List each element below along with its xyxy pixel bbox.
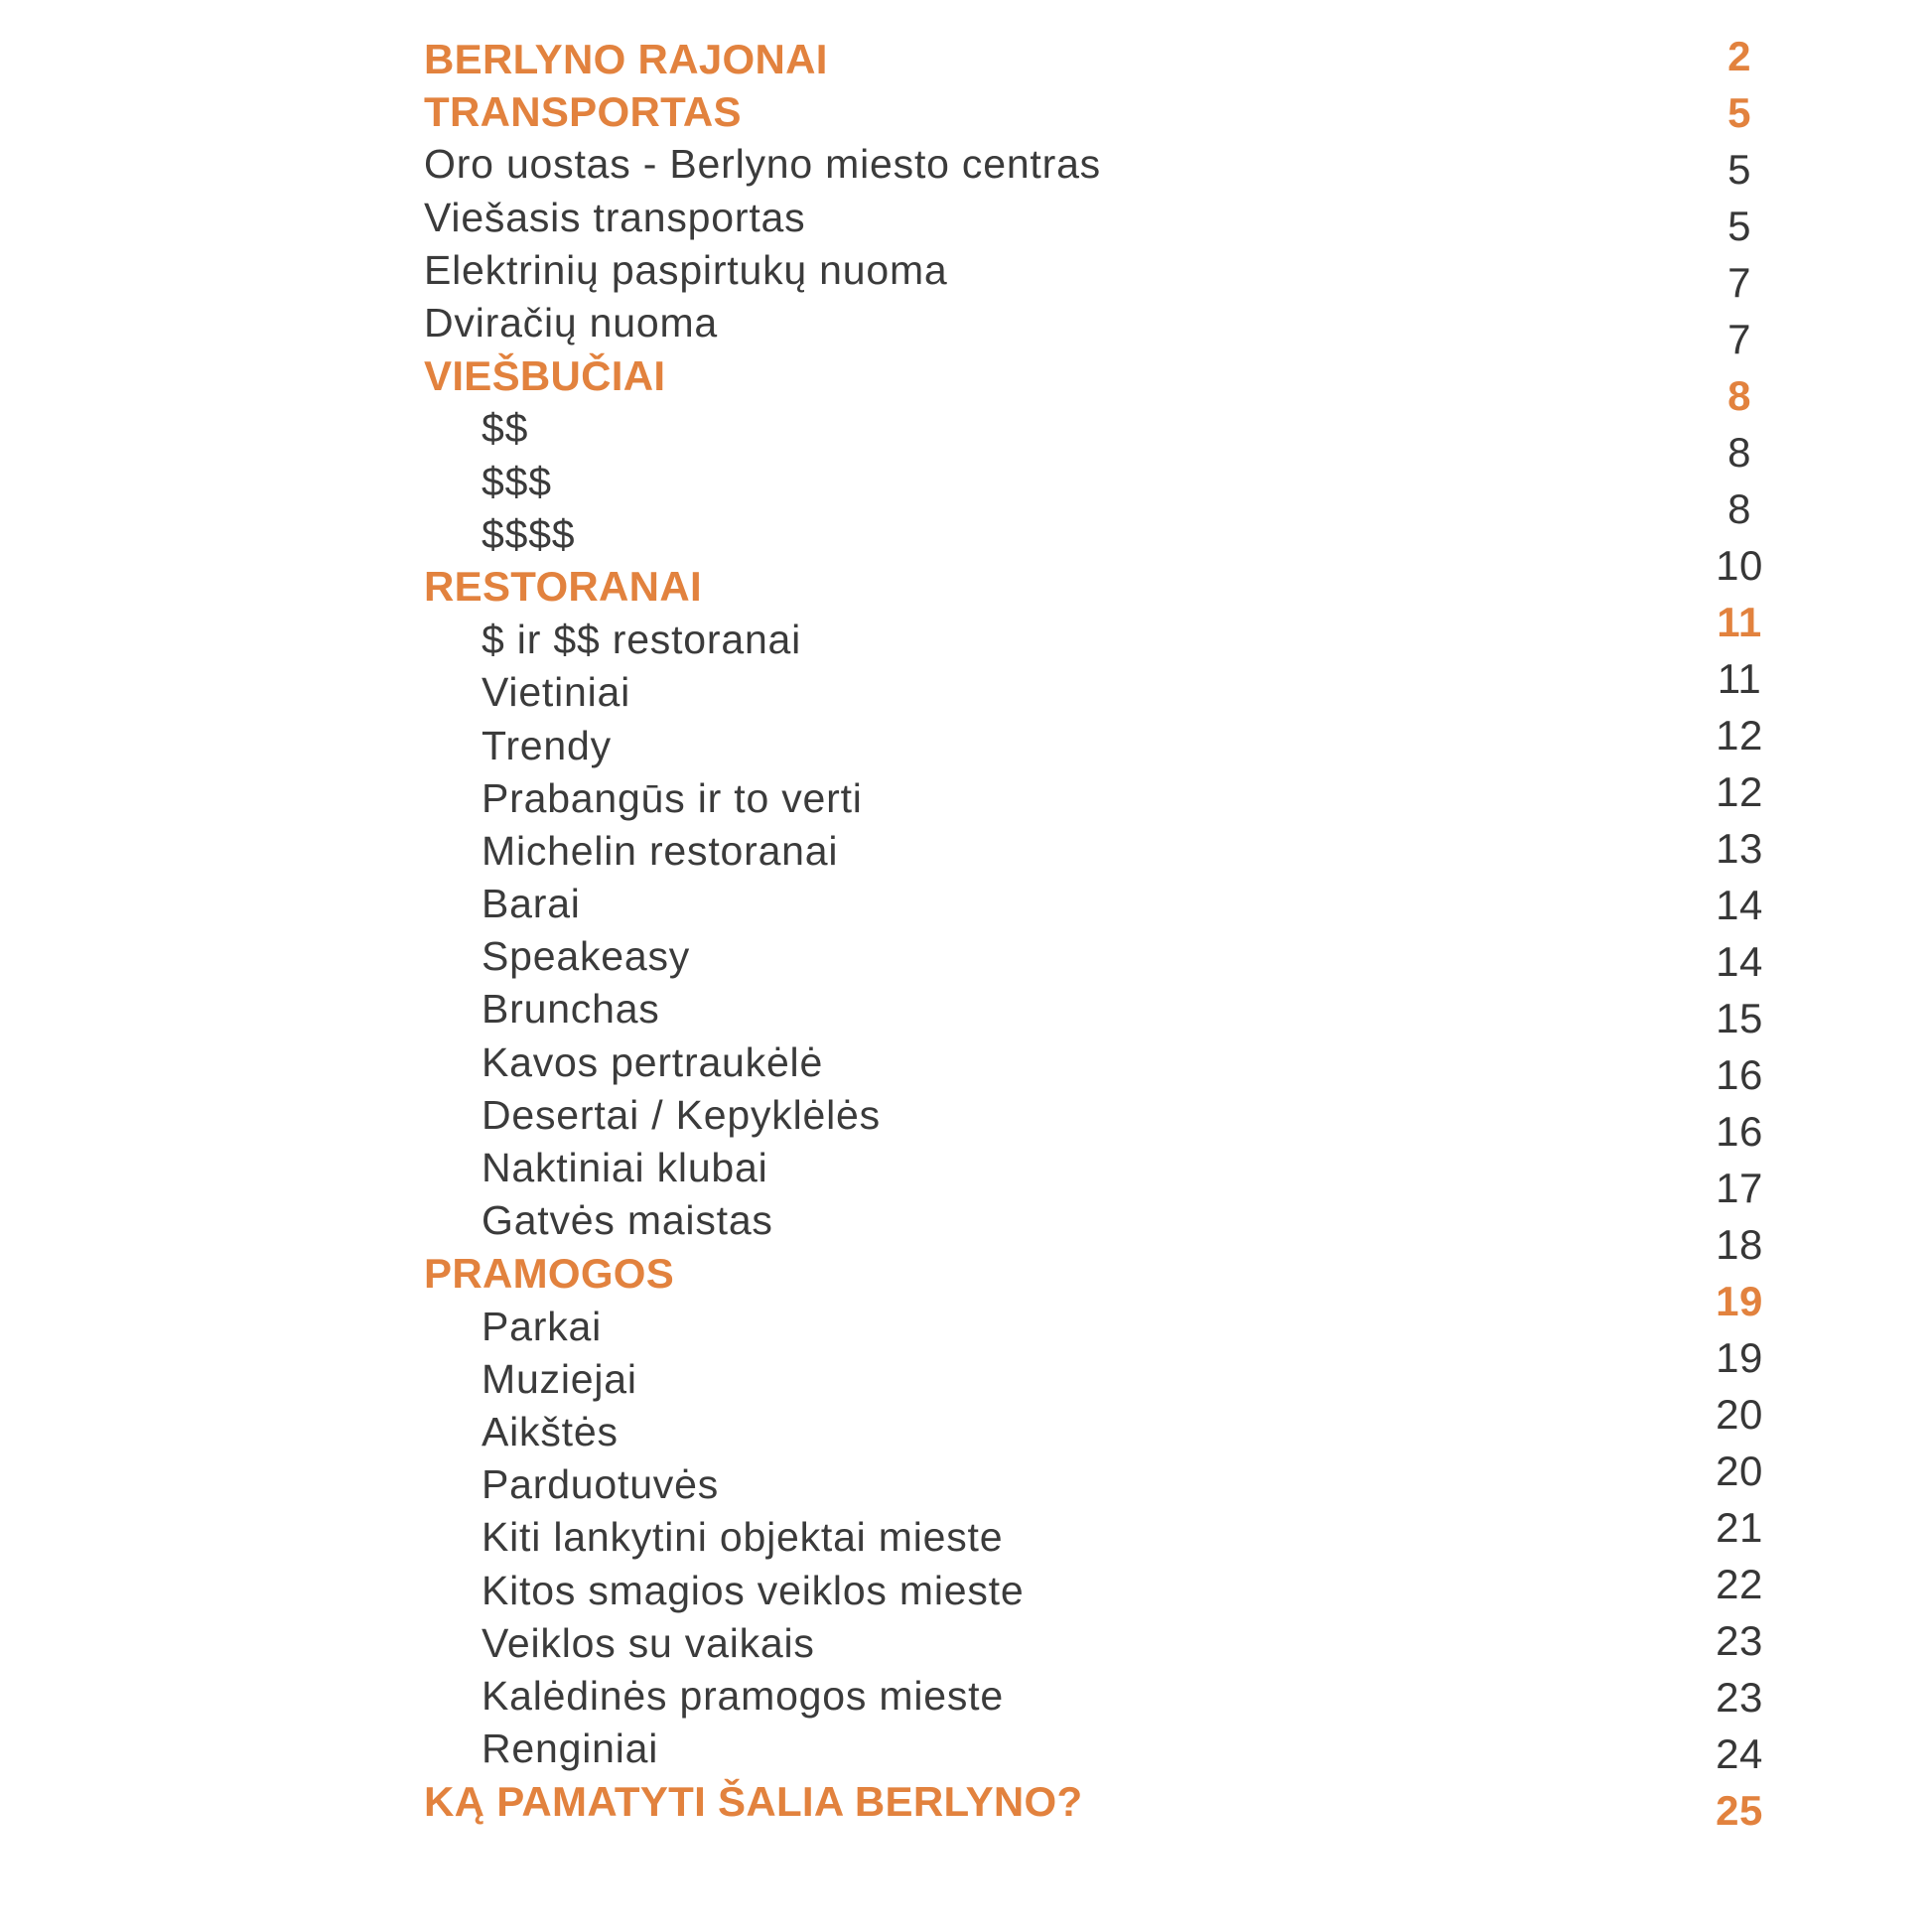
toc-page-number bbox=[1676, 1103, 1803, 1160]
toc-entry[interactable] bbox=[424, 930, 1101, 983]
toc-entry-label: $$ bbox=[482, 405, 529, 452]
toc-page-number-value: 5 bbox=[1727, 202, 1751, 249]
toc-page-number bbox=[1676, 877, 1803, 933]
toc-entry-label: Aikštės bbox=[482, 1408, 619, 1454]
toc-entry[interactable] bbox=[424, 33, 1101, 85]
toc-entry-label: Renginiai bbox=[482, 1725, 659, 1772]
toc-page-number-value: 14 bbox=[1716, 937, 1763, 985]
toc-page-number-value: 18 bbox=[1716, 1220, 1763, 1268]
toc-entry-label: Veiklos su vaikais bbox=[482, 1619, 815, 1666]
toc-entry[interactable] bbox=[424, 1301, 1101, 1353]
toc-page-number-value: 23 bbox=[1716, 1616, 1763, 1664]
toc-entry-label: Kalėdinės pramogos mieste bbox=[482, 1672, 1004, 1719]
toc-entry-label: BERLYNO RAJONAI bbox=[424, 35, 828, 82]
toc-page-number bbox=[1676, 763, 1803, 820]
toc-page-number-value: 15 bbox=[1716, 994, 1763, 1041]
toc-entry[interactable] bbox=[424, 983, 1101, 1035]
toc-page-number-value: 5 bbox=[1727, 88, 1751, 136]
toc-entry-label: Michelin restoranai bbox=[482, 827, 839, 874]
toc-page-number bbox=[1676, 1556, 1803, 1612]
toc-page-number bbox=[1676, 198, 1803, 254]
toc-page-number-value: 5 bbox=[1727, 145, 1751, 193]
toc-entry[interactable] bbox=[424, 825, 1101, 878]
toc-page-number-value: 25 bbox=[1716, 1786, 1763, 1834]
toc-page-number bbox=[1676, 1443, 1803, 1499]
toc-page-number bbox=[1676, 1725, 1803, 1782]
toc-page-number-value: 19 bbox=[1716, 1277, 1763, 1324]
toc-page-number bbox=[1676, 1329, 1803, 1386]
toc-entry-label: Brunchas bbox=[482, 986, 660, 1033]
toc-page-number bbox=[1676, 1669, 1803, 1725]
toc-page-number-value: 16 bbox=[1716, 1107, 1763, 1155]
toc-page-number bbox=[1676, 537, 1803, 594]
toc-entry[interactable] bbox=[424, 1406, 1101, 1458]
toc-entry[interactable] bbox=[424, 666, 1101, 719]
toc-entry-label: $$$$ bbox=[482, 510, 576, 557]
toc-page-number-value: 19 bbox=[1716, 1333, 1763, 1381]
toc-entry-label: Speakeasy bbox=[482, 933, 691, 980]
toc-page-number-value: 17 bbox=[1716, 1164, 1763, 1211]
toc-entry-label: Vietiniai bbox=[482, 669, 631, 716]
toc-page-number bbox=[1676, 424, 1803, 481]
toc-page-number-value: 20 bbox=[1716, 1447, 1763, 1494]
toc-page-number-value: 21 bbox=[1716, 1503, 1763, 1551]
toc-entry[interactable] bbox=[424, 456, 1101, 508]
toc-entry[interactable] bbox=[424, 1564, 1101, 1616]
toc-entry[interactable] bbox=[424, 508, 1101, 561]
toc-entry[interactable] bbox=[424, 614, 1101, 666]
toc-page-number bbox=[1676, 367, 1803, 424]
toc-page-number-value: 8 bbox=[1727, 371, 1751, 419]
toc-page-number bbox=[1676, 707, 1803, 763]
toc-page-number-value: 7 bbox=[1727, 258, 1751, 306]
toc-entry-label: Prabangūs ir to verti bbox=[482, 774, 863, 821]
toc-page-number bbox=[1676, 594, 1803, 650]
toc-entry-label: TRANSPORTAS bbox=[424, 87, 742, 135]
toc-entry[interactable] bbox=[424, 772, 1101, 825]
toc-entry-label: Gatvės maistas bbox=[482, 1197, 773, 1244]
toc-entry-label: Trendy bbox=[482, 722, 612, 768]
toc-page-number bbox=[1676, 84, 1803, 141]
toc-entry-label: Kiti lankytini objektai mieste bbox=[482, 1514, 1004, 1561]
toc-entry-label: Naktiniai klubai bbox=[482, 1145, 768, 1191]
toc-entry-label: Dviračių nuoma bbox=[424, 300, 719, 346]
toc-entry-label: $ ir $$ restoranai bbox=[482, 617, 802, 663]
toc-entry[interactable] bbox=[424, 85, 1101, 138]
toc-page-number bbox=[1676, 1386, 1803, 1443]
toc-page-number bbox=[1676, 1046, 1803, 1103]
toc-entry[interactable] bbox=[424, 244, 1101, 297]
toc-entry[interactable] bbox=[424, 1458, 1101, 1511]
toc-page-number-value: 7 bbox=[1727, 315, 1751, 362]
toc-page-number bbox=[1676, 650, 1803, 707]
toc-entry[interactable] bbox=[424, 1511, 1101, 1564]
toc-entry[interactable] bbox=[424, 1247, 1101, 1300]
toc-entry[interactable] bbox=[424, 297, 1101, 349]
toc-page-number-value: 8 bbox=[1727, 428, 1751, 476]
toc-entry[interactable] bbox=[424, 878, 1101, 930]
toc-page-number bbox=[1676, 1782, 1803, 1839]
toc-entry-label: RESTORANAI bbox=[424, 563, 702, 611]
toc-page-number bbox=[1676, 1216, 1803, 1273]
toc-entry[interactable] bbox=[424, 1089, 1101, 1142]
toc-entry-label: KĄ PAMATYTI ŠALIA BERLYNO? bbox=[424, 1777, 1083, 1825]
toc-page-number bbox=[1676, 990, 1803, 1046]
toc-page-number-list bbox=[1676, 28, 1803, 1839]
toc-entry[interactable] bbox=[424, 561, 1101, 614]
toc-entry[interactable] bbox=[424, 1036, 1101, 1089]
toc-entry[interactable] bbox=[424, 1775, 1101, 1828]
toc-entry-label: Elektrinių paspirtukų nuoma bbox=[424, 246, 948, 293]
toc-page-number-value: 22 bbox=[1716, 1560, 1763, 1607]
toc-page-number bbox=[1676, 254, 1803, 311]
toc-entry-label: Muziejai bbox=[482, 1355, 637, 1402]
toc-entry[interactable] bbox=[424, 719, 1101, 771]
toc-entry-label: Desertai / Kepyklėlės bbox=[482, 1091, 881, 1138]
toc-page-number bbox=[1676, 1612, 1803, 1669]
toc-entry-label: Kavos pertraukėlė bbox=[482, 1038, 824, 1085]
toc-page-number bbox=[1676, 481, 1803, 537]
toc-entry[interactable] bbox=[424, 349, 1101, 402]
toc-entry-label: Parduotuvės bbox=[482, 1461, 720, 1508]
toc-entry-list bbox=[424, 33, 1101, 1828]
toc-page-number-value: 11 bbox=[1717, 598, 1762, 645]
toc-entry[interactable] bbox=[424, 138, 1101, 191]
toc-page-number-value: 20 bbox=[1716, 1390, 1763, 1438]
toc-page-number bbox=[1676, 933, 1803, 990]
toc-entry-label: Parkai bbox=[482, 1303, 603, 1349]
toc-page-number bbox=[1676, 1499, 1803, 1556]
toc-page-number bbox=[1676, 28, 1803, 84]
toc-page-number bbox=[1676, 141, 1803, 198]
toc-page-number-value: 11 bbox=[1717, 654, 1762, 702]
toc-page-number bbox=[1676, 820, 1803, 877]
toc-entry[interactable] bbox=[424, 1194, 1101, 1247]
toc-page-number bbox=[1676, 311, 1803, 367]
toc-entry-label: Kitos smagios veiklos mieste bbox=[482, 1567, 1025, 1613]
toc-entry-label: VIEŠBUČIAI bbox=[424, 351, 666, 399]
toc-entry[interactable] bbox=[424, 1617, 1101, 1670]
toc-page-number bbox=[1676, 1273, 1803, 1329]
toc-page-number-value: 16 bbox=[1716, 1050, 1763, 1098]
toc-page-number-value: 8 bbox=[1727, 484, 1751, 532]
toc-entry[interactable] bbox=[424, 402, 1101, 455]
toc-page-number-value: 12 bbox=[1716, 767, 1763, 815]
toc-entry-label: Viešasis transportas bbox=[424, 194, 806, 240]
toc-entry[interactable] bbox=[424, 192, 1101, 244]
toc-entry-label: $$$ bbox=[482, 458, 552, 504]
toc-page-number-value: 23 bbox=[1716, 1673, 1763, 1721]
toc-entry[interactable] bbox=[424, 1142, 1101, 1194]
toc-page-number-value: 24 bbox=[1716, 1729, 1763, 1777]
toc-page-number-value: 13 bbox=[1716, 824, 1763, 872]
toc-page-number-value: 10 bbox=[1716, 541, 1763, 589]
toc-page-number bbox=[1676, 1160, 1803, 1216]
toc-entry-label: Oro uostas - Berlyno miesto centras bbox=[424, 141, 1101, 188]
toc-page-number-value: 12 bbox=[1716, 711, 1763, 759]
toc-entry[interactable] bbox=[424, 1353, 1101, 1406]
toc-entry[interactable] bbox=[424, 1670, 1101, 1723]
toc-entry-label: Barai bbox=[482, 881, 581, 927]
toc-entry[interactable] bbox=[424, 1723, 1101, 1775]
toc-page-number-value: 14 bbox=[1716, 881, 1763, 928]
toc-page-number-value: 2 bbox=[1727, 32, 1751, 79]
toc-entry-label: PRAMOGOS bbox=[424, 1249, 675, 1297]
